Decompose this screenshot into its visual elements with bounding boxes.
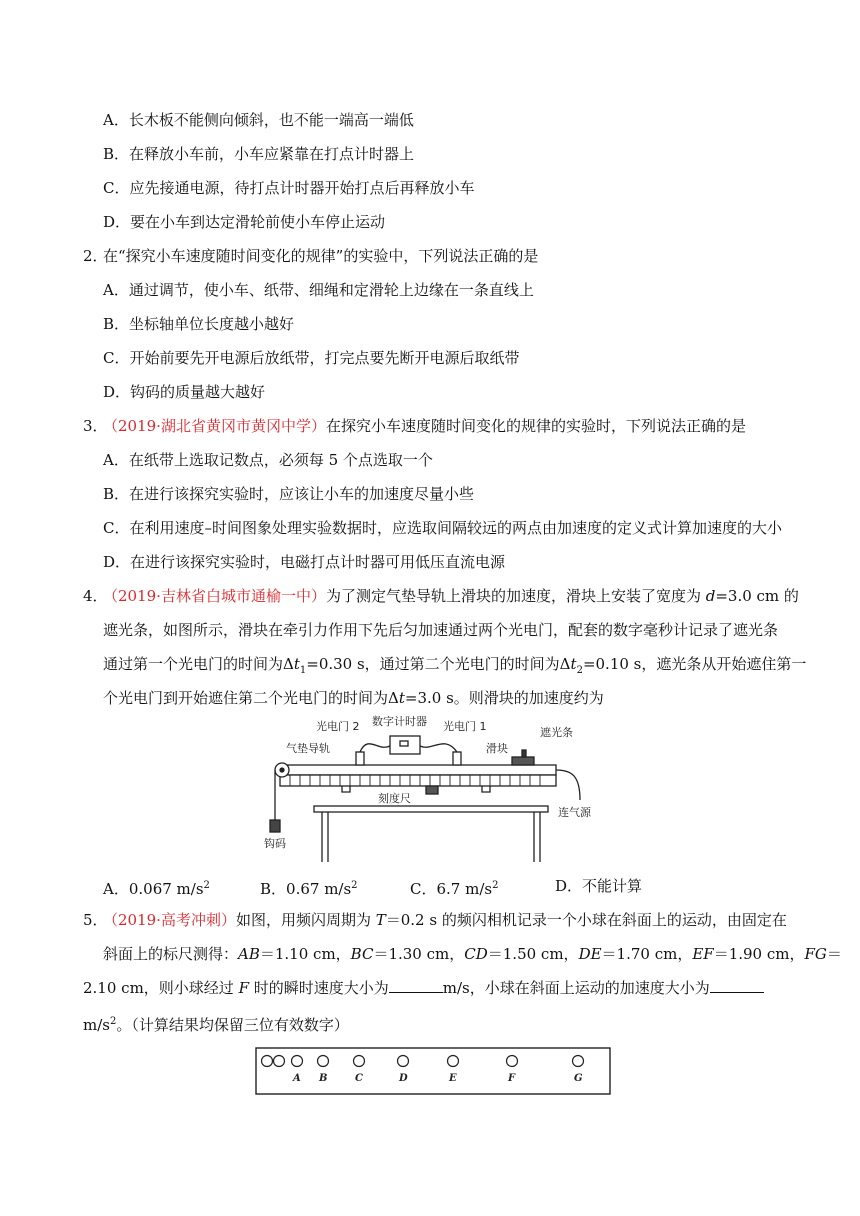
label-gate-2: 光电门 2	[316, 720, 360, 733]
q3-stem: 在探究小车速度随时间变化的规律的实验时，下列说法正确的是	[325, 417, 746, 435]
strip-label-d: D	[399, 1073, 408, 1084]
q5-line-2	[103, 944, 842, 964]
strobe-strip-figure	[255, 1047, 611, 1095]
q4-line-3	[103, 654, 806, 681]
label-ruler: 刻度尺	[378, 792, 411, 805]
q4-var-t: t	[398, 689, 405, 707]
q4-option-a-sup: 2	[203, 880, 210, 891]
q5-var-t: T	[375, 911, 386, 929]
q5-line-4	[83, 1012, 349, 1035]
q5-text-4c: 。（计算结果均保留三位有效数字）	[116, 1016, 349, 1034]
q2-option-b: B．坐标轴单位长度越小越好	[103, 315, 295, 333]
q5-seg-ef: EF	[692, 945, 714, 963]
q2-number: 2．	[83, 247, 108, 265]
q4-option-c	[410, 876, 498, 899]
q5-line-1	[103, 910, 787, 930]
q4-source: （2019·吉林省白城市通榆一中）	[103, 587, 326, 605]
q5-text-1a: 如图，用频闪周期为	[235, 911, 376, 929]
q4-text-4c: =3.0 s。则滑块的加速度约为	[404, 689, 604, 707]
q5-val-bc: ＝1.30 cm，	[373, 945, 465, 963]
q5-line-3	[83, 978, 764, 998]
q4-var-d: d	[705, 587, 716, 605]
q4-text-4a: 个光电门到开始遮住第二个光电门的时间为Δ	[103, 689, 399, 707]
q4-option-b-sup: 2	[351, 880, 358, 891]
q4-option-c-text: C．6.7 m/s	[410, 880, 493, 898]
air-track-figure	[258, 712, 604, 868]
q2-stem: 在“探究小车速度随时间变化的规律”的实验中，下列说法正确的是	[103, 247, 539, 265]
q5-number: 5．	[83, 911, 108, 929]
q2-option-d: D．钩码的质量越大越好	[103, 383, 266, 401]
q5-source: （2019·高考冲刺）	[103, 911, 236, 929]
q5-val-ef: ＝1.90 cm，	[713, 945, 805, 963]
q4-var-t2: t	[570, 655, 577, 673]
q4-number: 4．	[83, 587, 108, 605]
q1-option-c: C．应先接通电源，待打点计时器开始打点后再释放小车	[103, 179, 475, 197]
q5-val-ab: ＝1.10 cm，	[259, 945, 351, 963]
q4-var-t1: t	[293, 655, 300, 673]
q1-option-b: B．在释放小车前，小车应紧靠在打点计时器上	[103, 145, 415, 163]
q5-seg-ab: AB	[238, 945, 260, 963]
q4-sub-1: 1	[299, 665, 307, 676]
q5-text-3c: 时的瞬时速度大小为	[248, 979, 389, 997]
q1-option-d: D．要在小车到达定滑轮前使小车停止运动	[103, 213, 386, 231]
strip-label-a: A	[293, 1073, 301, 1084]
q4-option-a	[103, 876, 210, 899]
q4-option-b	[260, 876, 358, 899]
label-hook-weight: 钩码	[264, 837, 286, 850]
q5-text-1c: ＝0.2 s 的频闪相机记录一个小球在斜面上的运动，由固定在	[385, 911, 787, 929]
strip-label-e: E	[449, 1073, 457, 1084]
q5-text-4a: m/s	[83, 1016, 110, 1034]
q4-text-3a: 通过第一个光电门的时间为Δ	[103, 655, 294, 673]
q1-option-a: A．长木板不能侧向倾斜，也不能一端高一端低	[103, 111, 414, 129]
q5-seg-bc: BC	[350, 945, 374, 963]
q3-option-b: B．在进行该探究实验时，应该让小车的加速度尽量小些	[103, 485, 475, 503]
label-slider: 滑块	[486, 742, 508, 755]
q5-seg-fg: FG	[804, 945, 827, 963]
q3-option-c: C．在利用速度–时间图象处理实验数据时，应选取间隔较远的两点由加速度的定义式计算加速度的大小	[103, 519, 782, 537]
q3-source: （2019·湖北省黄冈市黄冈中学）	[103, 417, 326, 435]
q5-sup-2: 2	[109, 1016, 117, 1027]
q2-option-c: C．开始前要先开电源后放纸带，打完点要先断开电源后取纸带	[103, 349, 520, 367]
label-air-rail: 气垫导轨	[286, 742, 330, 755]
q4-text-1c: =3.0 cm 的	[715, 587, 799, 605]
q5-val-de: ＝1.70 cm，	[601, 945, 693, 963]
q4-option-b-text: B．0.67 m/s	[260, 880, 352, 898]
q5-text-2: 斜面上的标尺测得：	[103, 945, 239, 963]
q4-sub-2: 2	[576, 665, 583, 676]
q5-var-f: F	[238, 979, 249, 997]
q5-text-3d: m/s，小球在斜面上运动的加速度大小为	[442, 979, 710, 997]
q4-text-3d: =0.30 s，通过第二个光电门的时间为Δ	[306, 655, 571, 673]
q5-val-cd: ＝1.50 cm，	[487, 945, 579, 963]
strip-label-f: F	[508, 1073, 516, 1084]
q5-text-3a: 2.10 cm，则小球经过	[83, 979, 239, 997]
q5-seg-cd: CD	[464, 945, 488, 963]
label-timer: 数字计时器	[372, 715, 427, 728]
strip-label-c: C	[355, 1073, 363, 1084]
strip-label-b: B	[319, 1073, 328, 1084]
q4-line-1	[103, 586, 799, 606]
answer-blank-acceleration[interactable]	[710, 978, 764, 993]
q4-text-3g: =0.10 s，遮光条从开始遮住第一	[582, 655, 807, 673]
q3-stem-line	[103, 416, 746, 436]
q4-option-d: D．不能计算	[555, 877, 643, 895]
q3-number: 3．	[83, 417, 108, 435]
q5-seg-de: DE	[578, 945, 602, 963]
q3-option-d: D．在进行该探究实验时，电磁打点计时器可用低压直流电源	[103, 553, 506, 571]
q2-option-a: A．通过调节，使小车、纸带、细绳和定滑轮上边缘在一条直线上	[103, 281, 534, 299]
q5-val-fg: ＝	[826, 945, 842, 963]
q4-option-c-sup: 2	[492, 880, 499, 891]
q3-option-a: A．在纸带上选取记数点，必须每 5 个点选取一个	[103, 451, 433, 469]
strip-label-g: G	[574, 1073, 583, 1084]
q4-line-4	[103, 688, 604, 708]
label-shade-strip: 遮光条	[540, 726, 573, 739]
label-air-source: 连气源	[558, 806, 591, 819]
q4-text-1a: 为了测定气垫导轨上滑块的加速度，滑块上安装了宽度为	[325, 587, 706, 605]
q4-option-a-text: A．0.067 m/s	[103, 880, 204, 898]
label-gate-1: 光电门 1	[443, 720, 487, 733]
q4-line-2: 遮光条，如图所示，滑块在牵引力作用下先后匀加速通过两个光电门，配套的数字毫秒计记录了遮光条	[103, 621, 779, 639]
answer-blank-velocity[interactable]	[389, 978, 443, 993]
